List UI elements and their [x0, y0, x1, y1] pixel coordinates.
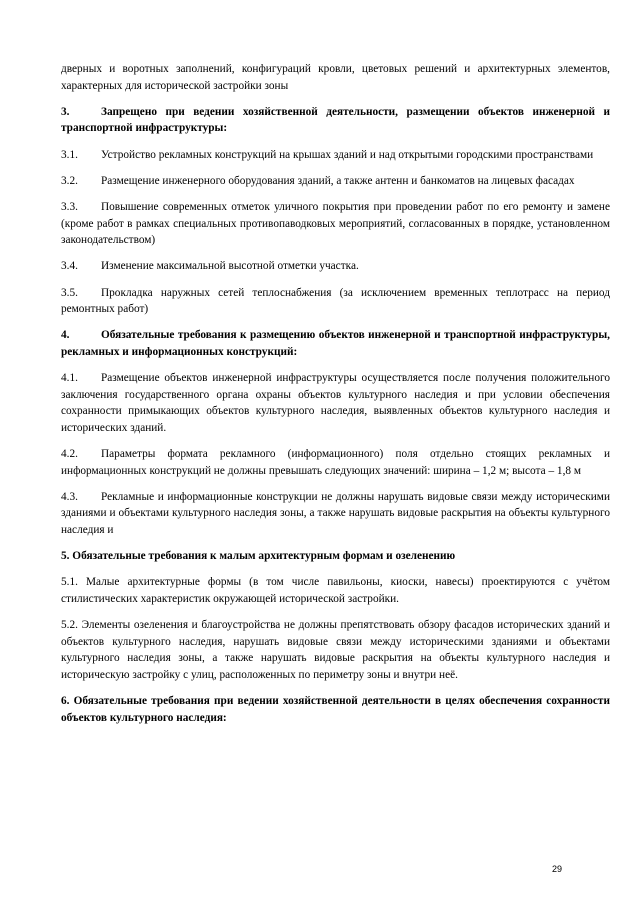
clause-number: 4.1. — [61, 372, 78, 385]
section-heading-4 — [61, 327, 610, 360]
clause-number: 3.2. — [61, 174, 78, 187]
section-number: 4. — [61, 329, 70, 342]
clause-number: 3.3. — [61, 200, 78, 213]
clause-text: Размещение объектов инженерной инфраструктуры осуществляется после получения положительного заключения государственного органа охраны объектов культурного наследия и при условии обеспечения сохранности примыкающих объектов культурного наследия, выявленных объектов культурного наследия и исторических зданий. — [61, 372, 610, 434]
paragraph-text: дверных и воротных заполнений, конфигураций кровли, цветовых решений и архитектурных элементов, характерных для исторической застройки зоны — [61, 63, 610, 92]
clause-text: Размещение инженерного оборудования зданий, а также антенн и банкоматов на лицевых фасадах — [101, 174, 575, 187]
clause-4-1 — [61, 370, 610, 436]
clause-text: Параметры формата рекламного (информационного) поля отдельно стоящих рекламных и информационных конструкций не должны превышать следующих значений: ширина – 1,2 м; высота – 1,8 м — [61, 448, 610, 477]
clause-3-5 — [61, 285, 610, 318]
clause-3-4 — [61, 258, 610, 275]
heading-text: Запрещено при ведении хозяйственной деятельности, размещении объектов инженерной и транспортной инфраструктуры: — [61, 105, 610, 135]
clause-5-1 — [61, 574, 610, 607]
clause-number: 4.2. — [61, 448, 78, 461]
clause-text: Рекламные и информационные конструкции не должны нарушать видовые связи между историческими зданиями и объектами культурного наследия зоны, а также нарушать видовые раскрытия на объекты культурного наследия и — [61, 490, 610, 536]
heading-text: Обязательные требования к размещению объектов инженерной и транспортной инфраструктуры, рекламных и информационных конструкций: — [61, 329, 610, 358]
clause-4-3 — [61, 489, 610, 539]
clause-text: Изменение максимальной высотной отметки участка. — [101, 260, 359, 273]
heading-text: 6. Обязательные требования при ведении хозяйственной деятельности в целях обеспечения сохранности объектов культурного наследия: — [61, 695, 610, 724]
clause-3-1 — [61, 147, 610, 164]
clause-text: Устройство рекламных конструкций на крышах зданий и над открытыми городскими пространствами — [101, 148, 594, 161]
heading-text: 5. Обязательные требования к малым архитектурным формам и озеленению — [61, 550, 456, 563]
clause-number: 3.4. — [61, 260, 78, 273]
clause-text: Повышение современных отметок уличного покрытия при проведении работ по его ремонту и замене (кроме работ в рамках специальных противопаводковых мероприятий, согласованных в порядке, установленном законодательством) — [61, 200, 610, 247]
section-heading-6 — [61, 693, 610, 726]
clause-3-2 — [61, 173, 610, 190]
paragraph-continuation — [61, 61, 610, 94]
clause-4-2 — [61, 446, 610, 479]
clause-text: 5.2. Элементы озеленения и благоустройства не должны препятствовать обзору фасадов исторических зданий и объектов культурного наследия, нарушать видовые связи между историческими зданиями и объектами культурного наследия зоны, а также нарушать видовые раскрытия на объекты культурного наследия и историческую застройку с улиц, расположенных по периметру зоны и внутри неё. — [61, 619, 610, 681]
clause-number: 3.5. — [61, 286, 78, 299]
clause-number: 3.1. — [61, 148, 78, 161]
page-number: 29 — [552, 864, 563, 874]
clause-3-3 — [61, 199, 610, 249]
section-number: 3. — [61, 105, 70, 118]
section-heading-3 — [61, 104, 610, 137]
clause-text: Прокладка наружных сетей теплоснабжения (за исключением временных теплотрасс на период ремонтных работ) — [61, 286, 610, 316]
clause-number: 4.3. — [61, 490, 78, 503]
section-heading-5 — [61, 548, 610, 565]
clause-text: 5.1. Малые архитектурные формы (в том числе павильоны, киоски, навесы) проектируются с учётом стилистических характеристик окружающей исторической застройки. — [61, 576, 610, 605]
clause-5-2 — [61, 617, 610, 683]
